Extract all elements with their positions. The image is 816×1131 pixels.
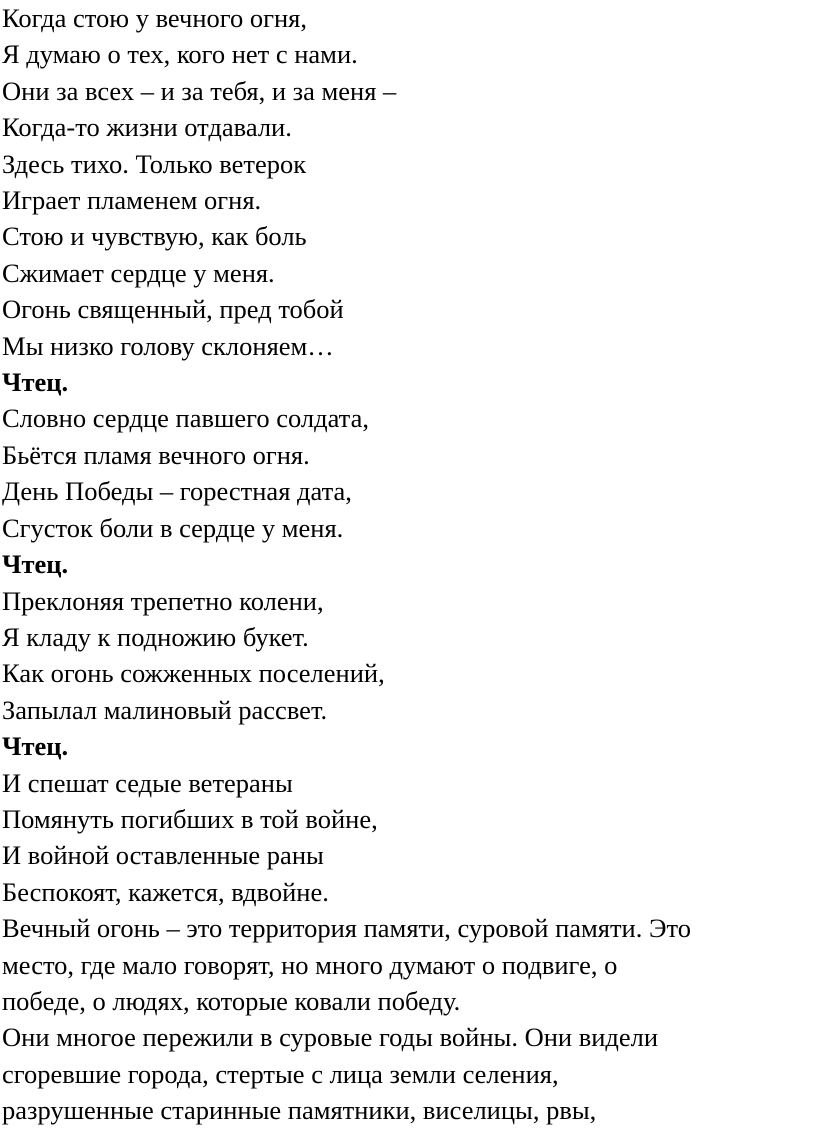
verse-line: Преклоняя трепетно колени, (2, 585, 324, 616)
prose-line: разрушенные старинные памятники, виселицы, рвы, (2, 1095, 597, 1126)
verse-line: Беспокоят, кажется, вдвойне. (2, 876, 329, 907)
verse-line: Огонь священный, пред тобой (2, 294, 344, 325)
prose-line: место, где мало говорят, но много думают о подвиге, о (2, 949, 618, 980)
verse-line: Играет пламенем огня. (2, 185, 262, 216)
verse-line: Мы низко голову склоняем… (2, 330, 334, 361)
stanza-3 (2, 583, 814, 729)
speaker-label: Чтец. (2, 549, 69, 580)
verse-line: Я думаю о тех, кого нет с нами. (2, 39, 358, 70)
verse-line: Когда стою у вечного огня, (2, 3, 307, 33)
verse-line: Запылал малиновый рассвет. (2, 694, 328, 725)
verse-line: Стою и чувствую, как боль (2, 221, 307, 252)
verse-line: День Победы – горестная дата, (2, 476, 352, 507)
speaker-label: Чтец. (2, 731, 69, 762)
verse-line: Я кладу к подножию букет. (2, 621, 309, 652)
stanza-2 (2, 400, 814, 546)
verse-line: Здесь тихо. Только ветерок (2, 148, 307, 179)
prose-line: Вечный огонь – это территория памяти, суровой памяти. Это (2, 913, 691, 944)
verse-line: И войной оставленные раны (2, 840, 324, 871)
verse-line: Сгусток боли в сердце у меня. (2, 512, 344, 543)
prose-line: Они многое пережили в суровые годы войны. Они видели (2, 1022, 659, 1053)
verse-line: Помянуть погибших в той войне, (2, 803, 378, 834)
prose-paragraph-1 (2, 910, 814, 1019)
speaker-label: Чтец. (2, 367, 69, 398)
verse-line: Как огонь сожженных поселений, (2, 658, 385, 689)
prose-paragraph-2 (2, 1019, 814, 1128)
verse-line: И спешат седые ветераны (2, 767, 293, 798)
document-page (2, 0, 814, 1129)
verse-line: Когда-то жизни отдавали. (2, 112, 292, 143)
prose-line: победе, о людях, которые ковали победу. (2, 985, 461, 1016)
verse-line: Словно сердце павшего солдата, (2, 403, 369, 434)
stanza-4 (2, 765, 814, 911)
prose-line: сгоревшие города, стертые с лица земли селения, (2, 1058, 559, 1089)
verse-line: Они за всех – и за тебя, и за меня – (2, 75, 397, 106)
verse-line: Бьётся пламя вечного огня. (2, 439, 310, 470)
stanza-1 (2, 0, 814, 364)
verse-line: Сжимает сердце у меня. (2, 257, 275, 288)
